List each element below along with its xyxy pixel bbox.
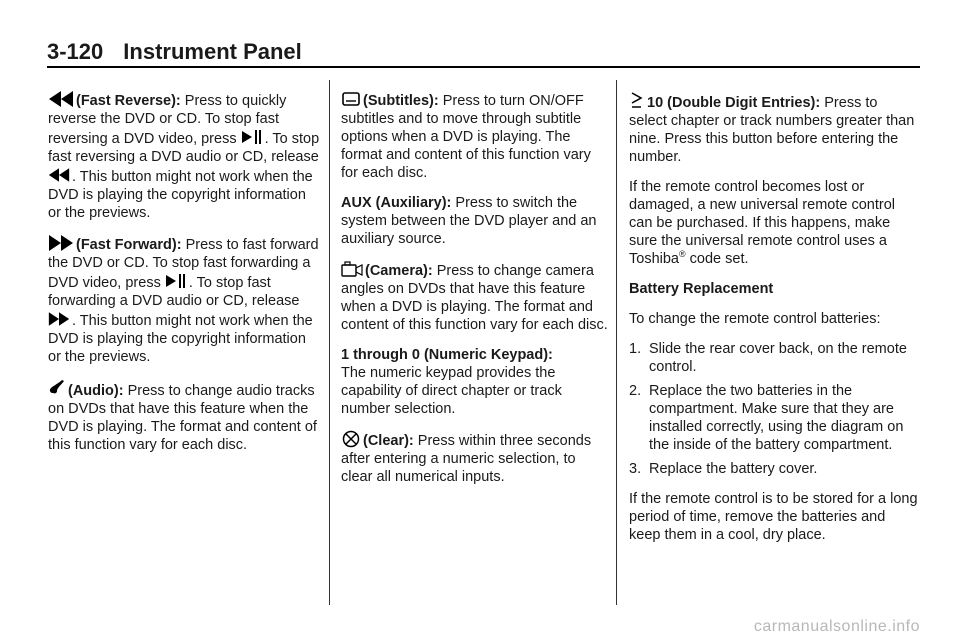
fast-forward-icon xyxy=(48,234,74,252)
column-divider xyxy=(329,80,330,605)
list-item: 2. Replace the two batteries in the compartment. Make sure that they are installed correctly, using the diagram on the inside of the battery compartment. xyxy=(629,383,904,453)
storage-paragraph: If the remote control is to be stored for a long period of time, remove the batteries and keep them in a cool, dry place. xyxy=(629,491,918,543)
fast-reverse-icon xyxy=(48,166,70,184)
watermark: carmanualsonline.info xyxy=(753,618,920,635)
battery-heading: Battery Replacement xyxy=(629,281,774,297)
numeric-keypad-paragraph: 1 through 0 (Numeric Keypad): The numeric keypad provides the capability of direct chapter or track number selection. xyxy=(341,347,562,417)
camera-paragraph: (Camera): Press to change camera angles on DVDs that have this feature when a DVD is playing. The format and content of this function vary for each disc. xyxy=(341,260,609,334)
play-pause-icon xyxy=(165,272,187,290)
play-pause-icon xyxy=(241,128,263,146)
fast-forward-icon xyxy=(48,310,70,328)
lost-remote-paragraph: If the remote control becomes lost or damaged, a new universal remote control can be purchased. If this happens, make sure the universal remote control uses a Toshiba® code set. xyxy=(629,179,895,267)
subtitles-paragraph: (Subtitles): Press to turn ON/OFF subtitles and to move through subtitle options when a DVD is playing. The format and content of this function vary for each disc. xyxy=(341,90,609,182)
audio-icon xyxy=(48,378,66,398)
page-number: 3-120 xyxy=(47,39,104,64)
double-digit-paragraph: 10 (Double Digit Entries): Press to select chapter or track numbers greater than nine. Press this button before entering the number. xyxy=(629,90,919,166)
list-item: 1. Slide the rear cover back, on the remote control. xyxy=(629,341,907,375)
fast-forward-paragraph: (Fast Forward): Press to fast forward the DVD or CD. To stop fast forwarding a DVD video, press . To stop fast forwarding a DVD audio or CD, release . This button might not work when the DVD is playing the copyright information or the previews. xyxy=(48,234,320,366)
column-divider xyxy=(616,80,617,605)
column-left xyxy=(48,90,320,466)
aux-paragraph: AUX (Auxiliary): Press to switch the system between the DVD player and an auxiliary source. xyxy=(341,195,597,247)
camera-icon xyxy=(341,260,363,278)
column-right xyxy=(629,90,919,556)
column-middle xyxy=(341,90,609,498)
list-item: 3. Replace the battery cover. xyxy=(629,461,818,477)
battery-steps xyxy=(629,340,919,478)
clear-paragraph: (Clear): Press within three seconds after entering a numeric selection, to clear all numerical inputs. xyxy=(341,430,609,486)
subtitles-icon xyxy=(341,90,361,108)
clear-icon xyxy=(341,430,361,448)
audio-paragraph: (Audio): Press to change audio tracks on DVDs that have this feature when the DVD is playing. The format and content of this function vary for each disc. xyxy=(48,378,320,454)
fast-reverse-icon xyxy=(48,90,74,108)
section-title: Instrument Panel xyxy=(123,39,302,64)
battery-intro: To change the remote control batteries: xyxy=(629,311,881,327)
page-header xyxy=(47,38,920,68)
fast-reverse-paragraph: (Fast Reverse): Press to quickly reverse the DVD or CD. To stop fast reversing a DVD video, press . To stop fast reversing a DVD audio or CD, release . This button might not work when the DVD is playing the copyright information or the previews. xyxy=(48,90,320,222)
greater-equal-icon xyxy=(629,90,645,110)
